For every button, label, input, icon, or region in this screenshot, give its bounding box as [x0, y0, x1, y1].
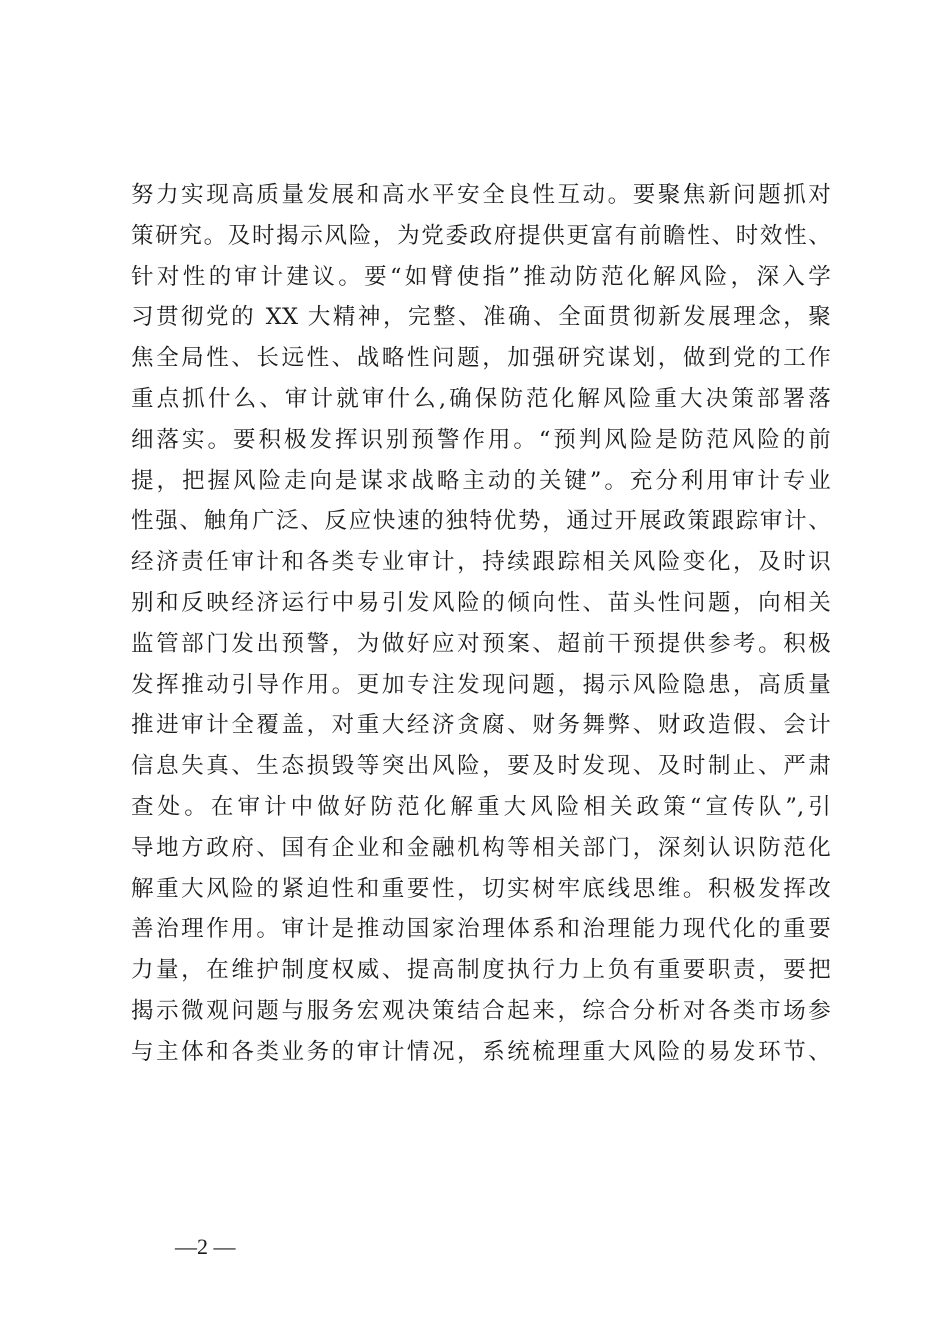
text-line: 推进审计全覆盖，对重大经济贪腐、财务舞弊、财政造假、会计	[131, 712, 831, 739]
text-line: 习贯彻党的 XX 大精神，完整、准确、全面贯彻新发展理念，聚	[131, 304, 831, 331]
text-line: 细落实。要积极发挥识别预警作用。“预判风险是防范风险的前	[131, 426, 831, 453]
text-line: 善治理作用。审计是推动国家治理体系和治理能力现代化的重要	[131, 916, 831, 943]
text-line: 揭示微观问题与服务宏观决策结合起来，综合分析对各类市场参	[131, 997, 831, 1024]
text-line: 力量，在维护制度权威、提高制度执行力上负有重要职责，要把	[131, 957, 831, 984]
text-line: 努力实现高质量发展和高水平安全良性互动。要聚焦新问题抓对	[131, 182, 831, 208]
text-line: 策研究。及时揭示风险，为党委政府提供更富有前瞻性、时效性、	[131, 222, 831, 249]
text-line: 信息失真、生态损毁等突出风险，要及时发现、及时制止、严肃	[131, 753, 831, 780]
text-line: 针对性的审计建议。要“如臂使指”推动防范化解风险，深入学	[131, 263, 831, 290]
text-line: 发挥推动引导作用。更加专注发现问题，揭示风险隐患，高质量	[131, 671, 831, 698]
text-line: 经济责任审计和各类专业审计，持续跟踪相关风险变化，及时识	[131, 549, 831, 576]
body-paragraph	[131, 175, 831, 1073]
text-line: 焦全局性、长远性、战略性问题，加强研究谋划，做到党的工作	[131, 345, 831, 372]
text-line: 解重大风险的紧迫性和重要性，切实树牢底线思维。积极发挥改	[131, 875, 831, 902]
text-line: 别和反映经济运行中易引发风险的倾向性、苗头性问题，向相关	[131, 589, 831, 616]
text-line: 查处。在审计中做好防范化解重大风险相关政策“宣传队”,引	[131, 793, 831, 820]
text-line: 重点抓什么、审计就审什么,确保防范化解风险重大决策部署落	[131, 385, 831, 412]
text-line: 性强、触角广泛、反应快速的独特优势，通过开展政策跟踪审计、	[131, 508, 831, 535]
text-line: 监管部门发出预警，为做好应对预案、超前干预提供参考。积极	[131, 630, 831, 657]
text-line: 提，把握风险走向是谋求战略主动的关键”。充分利用审计专业	[131, 467, 831, 494]
text-line: 导地方政府、国有企业和金融机构等相关部门，深刻认识防范化	[131, 834, 831, 861]
text-line: 与主体和各类业务的审计情况，系统梳理重大风险的易发环节、	[131, 1038, 831, 1065]
page-number: —2 —	[175, 1234, 236, 1259]
